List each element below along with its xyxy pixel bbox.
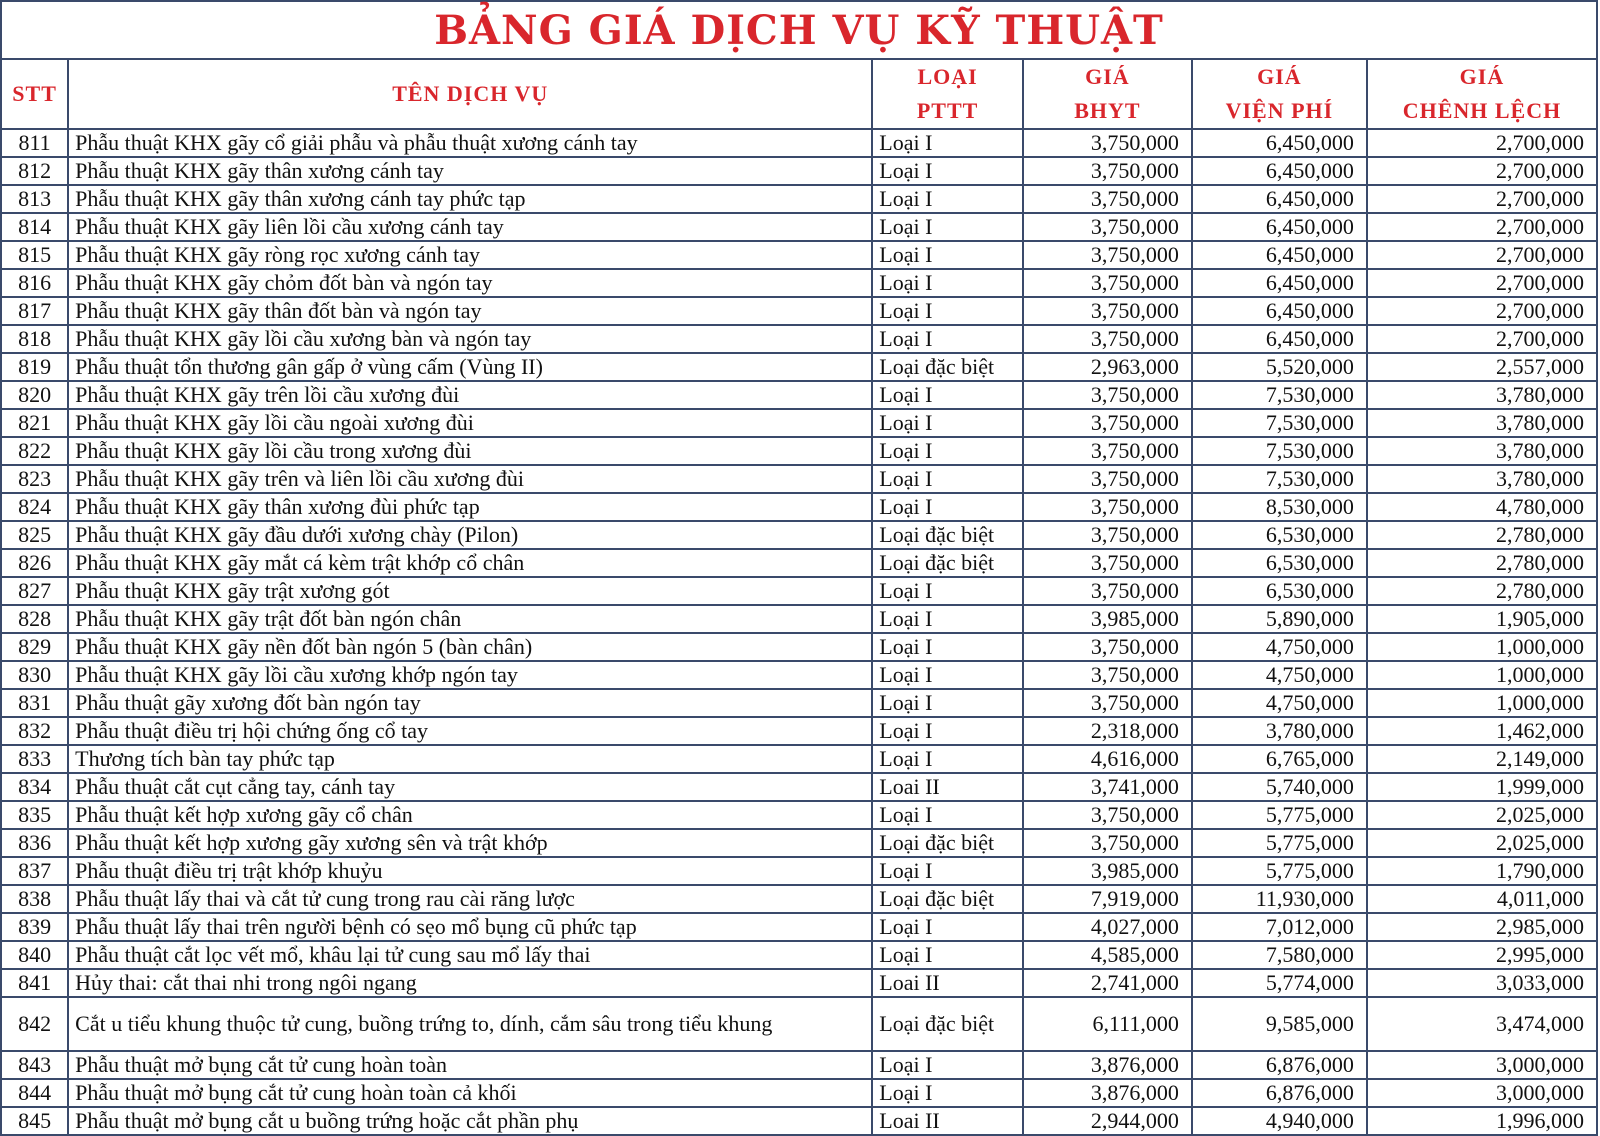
row-service-name: Phẫu thuật lấy thai trên người bệnh có sẹo mổ bụng cũ phức tạp <box>68 913 872 941</box>
row-price-vienphi: 11,930,000 <box>1192 885 1367 913</box>
row-stt: 834 <box>1 773 68 801</box>
price-table <box>0 58 1598 1136</box>
row-price-bhyt: 3,750,000 <box>1023 213 1192 241</box>
row-price-bhyt: 2,318,000 <box>1023 717 1192 745</box>
table-row <box>1 577 1597 605</box>
row-price-bhyt: 3,750,000 <box>1023 633 1192 661</box>
row-price-bhyt: 3,876,000 <box>1023 1051 1192 1079</box>
row-price-bhyt: 6,111,000 <box>1023 997 1192 1051</box>
table-row <box>1 297 1597 325</box>
row-type: Loại I <box>872 857 1023 885</box>
table-row <box>1 913 1597 941</box>
row-price-bhyt: 3,876,000 <box>1023 1079 1192 1107</box>
row-price-vienphi: 5,775,000 <box>1192 857 1367 885</box>
row-type: Loại I <box>872 689 1023 717</box>
row-service-name: Phẫu thuật KHX gãy lồi cầu xương bàn và ngón tay <box>68 325 872 353</box>
table-row <box>1 381 1597 409</box>
row-price-vienphi: 6,450,000 <box>1192 269 1367 297</box>
row-price-bhyt: 3,750,000 <box>1023 297 1192 325</box>
row-service-name: Phẫu thuật KHX gãy lồi cầu xương khớp ngón tay <box>68 661 872 689</box>
row-price-bhyt: 3,750,000 <box>1023 409 1192 437</box>
row-price-chenhlech: 2,700,000 <box>1367 297 1597 325</box>
table-row <box>1 325 1597 353</box>
table-row <box>1 633 1597 661</box>
row-type: Loại I <box>872 269 1023 297</box>
row-service-name: Phẫu thuật cắt cụt cẳng tay, cánh tay <box>68 773 872 801</box>
row-stt: 812 <box>1 157 68 185</box>
table-row <box>1 409 1597 437</box>
row-price-vienphi: 3,780,000 <box>1192 717 1367 745</box>
header-chenhlech: GIÁ CHÊNH LỆCH <box>1367 59 1597 129</box>
row-service-name: Phẫu thuật KHX gãy mắt cá kèm trật khớp cổ chân <box>68 549 872 577</box>
row-type: Loai II <box>872 1107 1023 1135</box>
row-type: Loại đặc biệt <box>872 997 1023 1051</box>
row-type: Loại I <box>872 745 1023 773</box>
row-price-chenhlech: 2,780,000 <box>1367 521 1597 549</box>
row-stt: 811 <box>1 129 68 157</box>
table-row <box>1 717 1597 745</box>
row-type: Loại I <box>872 493 1023 521</box>
row-price-vienphi: 6,450,000 <box>1192 325 1367 353</box>
row-price-bhyt: 3,750,000 <box>1023 689 1192 717</box>
row-price-vienphi: 7,012,000 <box>1192 913 1367 941</box>
row-stt: 829 <box>1 633 68 661</box>
table-row <box>1 157 1597 185</box>
row-type: Loại I <box>872 1051 1023 1079</box>
row-price-chenhlech: 2,700,000 <box>1367 241 1597 269</box>
row-type: Loại I <box>872 913 1023 941</box>
row-service-name: Phẫu thuật KHX gãy liên lồi cầu xương cánh tay <box>68 213 872 241</box>
row-price-vienphi: 8,530,000 <box>1192 493 1367 521</box>
row-stt: 845 <box>1 1107 68 1135</box>
table-row <box>1 465 1597 493</box>
row-price-vienphi: 6,450,000 <box>1192 185 1367 213</box>
row-price-chenhlech: 2,780,000 <box>1367 577 1597 605</box>
row-stt: 819 <box>1 353 68 381</box>
row-type: Loại I <box>872 213 1023 241</box>
table-row <box>1 745 1597 773</box>
row-service-name: Phẫu thuật KHX gãy thân xương đùi phức tạp <box>68 493 872 521</box>
row-price-chenhlech: 3,780,000 <box>1367 465 1597 493</box>
row-price-vienphi: 6,450,000 <box>1192 213 1367 241</box>
row-type: Loại I <box>872 661 1023 689</box>
row-price-chenhlech: 3,033,000 <box>1367 969 1597 997</box>
row-price-bhyt: 3,741,000 <box>1023 773 1192 801</box>
row-price-bhyt: 3,750,000 <box>1023 829 1192 857</box>
row-price-bhyt: 3,750,000 <box>1023 437 1192 465</box>
row-type: Loại I <box>872 717 1023 745</box>
row-price-chenhlech: 2,700,000 <box>1367 157 1597 185</box>
row-price-chenhlech: 3,000,000 <box>1367 1079 1597 1107</box>
row-price-vienphi: 5,890,000 <box>1192 605 1367 633</box>
page-title: BẢNG GIÁ DỊCH VỤ KỸ THUẬT <box>0 0 1598 58</box>
row-service-name: Phẫu thuật điều trị hội chứng ống cổ tay <box>68 717 872 745</box>
row-price-chenhlech: 3,780,000 <box>1367 381 1597 409</box>
row-price-chenhlech: 2,985,000 <box>1367 913 1597 941</box>
row-stt: 815 <box>1 241 68 269</box>
header-vienphi: GIÁ VIỆN PHÍ <box>1192 59 1367 129</box>
row-price-chenhlech: 3,780,000 <box>1367 409 1597 437</box>
row-price-chenhlech: 2,557,000 <box>1367 353 1597 381</box>
row-price-vienphi: 7,580,000 <box>1192 941 1367 969</box>
table-row <box>1 689 1597 717</box>
row-price-bhyt: 3,750,000 <box>1023 241 1192 269</box>
row-price-chenhlech: 1,996,000 <box>1367 1107 1597 1135</box>
header-name: TÊN DỊCH VỤ <box>68 59 872 129</box>
table-row <box>1 997 1597 1051</box>
row-price-chenhlech: 2,700,000 <box>1367 129 1597 157</box>
row-stt: 824 <box>1 493 68 521</box>
row-price-chenhlech: 3,000,000 <box>1367 1051 1597 1079</box>
row-price-chenhlech: 2,700,000 <box>1367 325 1597 353</box>
row-service-name: Phẫu thuật tổn thương gân gấp ở vùng cấm (Vùng II) <box>68 353 872 381</box>
row-price-chenhlech: 3,780,000 <box>1367 437 1597 465</box>
table-row <box>1 1079 1597 1107</box>
row-type: Loại I <box>872 941 1023 969</box>
row-service-name: Phẫu thuật mở bụng cắt tử cung hoàn toàn <box>68 1051 872 1079</box>
header-stt: STT <box>1 59 68 129</box>
row-price-bhyt: 3,750,000 <box>1023 381 1192 409</box>
table-row <box>1 353 1597 381</box>
row-price-chenhlech: 1,790,000 <box>1367 857 1597 885</box>
row-price-bhyt: 3,985,000 <box>1023 605 1192 633</box>
row-price-bhyt: 3,750,000 <box>1023 521 1192 549</box>
row-service-name: Phẫu thuật lấy thai và cắt tử cung trong rau cài răng lược <box>68 885 872 913</box>
row-price-bhyt: 4,616,000 <box>1023 745 1192 773</box>
table-row <box>1 941 1597 969</box>
row-stt: 820 <box>1 381 68 409</box>
row-price-bhyt: 3,985,000 <box>1023 857 1192 885</box>
row-price-bhyt: 3,750,000 <box>1023 661 1192 689</box>
row-type: Loại I <box>872 241 1023 269</box>
row-type: Loại I <box>872 801 1023 829</box>
table-row <box>1 885 1597 913</box>
row-stt: 814 <box>1 213 68 241</box>
row-price-vienphi: 6,765,000 <box>1192 745 1367 773</box>
row-stt: 839 <box>1 913 68 941</box>
row-type: Loại I <box>872 325 1023 353</box>
row-service-name: Phẫu thuật KHX gãy trật xương gót <box>68 577 872 605</box>
row-price-bhyt: 4,027,000 <box>1023 913 1192 941</box>
row-price-chenhlech: 1,462,000 <box>1367 717 1597 745</box>
table-row <box>1 437 1597 465</box>
row-stt: 825 <box>1 521 68 549</box>
table-row <box>1 185 1597 213</box>
header-row <box>1 59 1597 129</box>
row-price-chenhlech: 1,000,000 <box>1367 633 1597 661</box>
row-price-vienphi: 6,876,000 <box>1192 1051 1367 1079</box>
row-price-vienphi: 6,530,000 <box>1192 521 1367 549</box>
row-price-bhyt: 3,750,000 <box>1023 185 1192 213</box>
row-price-chenhlech: 2,700,000 <box>1367 269 1597 297</box>
row-stt: 840 <box>1 941 68 969</box>
row-price-bhyt: 4,585,000 <box>1023 941 1192 969</box>
row-service-name: Phẫu thuật KHX gãy thân xương cánh tay phức tạp <box>68 185 872 213</box>
row-service-name: Phẫu thuật mở bụng cắt tử cung hoàn toàn cả khối <box>68 1079 872 1107</box>
row-type: Loại I <box>872 1079 1023 1107</box>
row-price-vienphi: 6,450,000 <box>1192 241 1367 269</box>
row-price-bhyt: 2,963,000 <box>1023 353 1192 381</box>
row-service-name: Thương tích bàn tay phức tạp <box>68 745 872 773</box>
row-type: Loại I <box>872 129 1023 157</box>
row-price-chenhlech: 1,999,000 <box>1367 773 1597 801</box>
table-row <box>1 969 1597 997</box>
row-type: Loại I <box>872 157 1023 185</box>
row-service-name: Hủy thai: cắt thai nhi trong ngôi ngang <box>68 969 872 997</box>
header-type: LOẠI PTTT <box>872 59 1023 129</box>
row-price-vienphi: 7,530,000 <box>1192 409 1367 437</box>
row-price-bhyt: 2,741,000 <box>1023 969 1192 997</box>
row-price-bhyt: 3,750,000 <box>1023 269 1192 297</box>
row-price-chenhlech: 2,995,000 <box>1367 941 1597 969</box>
row-price-vienphi: 6,876,000 <box>1192 1079 1367 1107</box>
row-stt: 835 <box>1 801 68 829</box>
table-row <box>1 605 1597 633</box>
row-service-name: Phẫu thuật KHX gãy trật đốt bàn ngón chân <box>68 605 872 633</box>
row-service-name: Phẫu thuật KHX gãy chỏm đốt bàn và ngón tay <box>68 269 872 297</box>
row-type: Loại đặc biệt <box>872 549 1023 577</box>
row-type: Loại đặc biệt <box>872 353 1023 381</box>
row-stt: 823 <box>1 465 68 493</box>
row-price-vienphi: 7,530,000 <box>1192 381 1367 409</box>
row-price-bhyt: 3,750,000 <box>1023 157 1192 185</box>
row-type: Loại I <box>872 409 1023 437</box>
row-service-name: Phẫu thuật KHX gãy nền đốt bàn ngón 5 (bàn chân) <box>68 633 872 661</box>
row-service-name: Phẫu thuật kết hợp xương gãy cổ chân <box>68 801 872 829</box>
row-price-vienphi: 6,450,000 <box>1192 129 1367 157</box>
row-price-vienphi: 5,775,000 <box>1192 829 1367 857</box>
row-price-chenhlech: 3,474,000 <box>1367 997 1597 1051</box>
row-price-bhyt: 3,750,000 <box>1023 465 1192 493</box>
table-row <box>1 1107 1597 1135</box>
row-stt: 830 <box>1 661 68 689</box>
row-type: Loại I <box>872 437 1023 465</box>
row-service-name: Phẫu thuật KHX gãy thân đốt bàn và ngón tay <box>68 297 872 325</box>
row-stt: 844 <box>1 1079 68 1107</box>
table-row <box>1 829 1597 857</box>
row-price-chenhlech: 2,149,000 <box>1367 745 1597 773</box>
row-stt: 836 <box>1 829 68 857</box>
row-service-name: Phẫu thuật KHX gãy trên và liên lồi cầu xương đùi <box>68 465 872 493</box>
table-row <box>1 773 1597 801</box>
row-type: Loại đặc biệt <box>872 521 1023 549</box>
row-price-bhyt: 3,750,000 <box>1023 129 1192 157</box>
table-row <box>1 801 1597 829</box>
row-stt: 817 <box>1 297 68 325</box>
row-price-bhyt: 3,750,000 <box>1023 801 1192 829</box>
row-service-name: Phẫu thuật KHX gãy thân xương cánh tay <box>68 157 872 185</box>
row-price-vienphi: 4,750,000 <box>1192 633 1367 661</box>
row-stt: 826 <box>1 549 68 577</box>
row-stt: 833 <box>1 745 68 773</box>
table-row <box>1 493 1597 521</box>
row-price-vienphi: 4,750,000 <box>1192 661 1367 689</box>
row-price-vienphi: 5,774,000 <box>1192 969 1367 997</box>
row-price-vienphi: 5,740,000 <box>1192 773 1367 801</box>
row-type: Loại I <box>872 605 1023 633</box>
table-row <box>1 129 1597 157</box>
row-price-vienphi: 4,750,000 <box>1192 689 1367 717</box>
row-type: Loại I <box>872 185 1023 213</box>
row-service-name: Phẫu thuật KHX gãy lồi cầu trong xương đùi <box>68 437 872 465</box>
row-type: Loại I <box>872 381 1023 409</box>
row-service-name: Phẫu thuật điều trị trật khớp khuỷu <box>68 857 872 885</box>
row-price-vienphi: 5,775,000 <box>1192 801 1367 829</box>
row-price-chenhlech: 4,011,000 <box>1367 885 1597 913</box>
table-body <box>1 129 1597 1135</box>
row-price-vienphi: 9,585,000 <box>1192 997 1367 1051</box>
row-price-chenhlech: 4,780,000 <box>1367 493 1597 521</box>
table-row <box>1 1051 1597 1079</box>
row-stt: 818 <box>1 325 68 353</box>
row-service-name: Phẫu thuật KHX gãy đầu dưới xương chày (Pilon) <box>68 521 872 549</box>
row-stt: 838 <box>1 885 68 913</box>
row-price-vienphi: 6,530,000 <box>1192 549 1367 577</box>
row-price-vienphi: 6,530,000 <box>1192 577 1367 605</box>
table-row <box>1 549 1597 577</box>
row-type: Loai II <box>872 969 1023 997</box>
header-bhyt: GIÁ BHYT <box>1023 59 1192 129</box>
row-service-name: Phẫu thuật gãy xương đốt bàn ngón tay <box>68 689 872 717</box>
row-type: Loại I <box>872 297 1023 325</box>
row-price-bhyt: 7,919,000 <box>1023 885 1192 913</box>
table-row <box>1 857 1597 885</box>
row-stt: 828 <box>1 605 68 633</box>
row-service-name: Phẫu thuật KHX gãy cổ giải phẫu và phẫu thuật xương cánh tay <box>68 129 872 157</box>
row-service-name: Phẫu thuật kết hợp xương gãy xương sên và trật khớp <box>68 829 872 857</box>
table-row <box>1 241 1597 269</box>
row-type: Loại I <box>872 633 1023 661</box>
row-price-vienphi: 5,520,000 <box>1192 353 1367 381</box>
table-row <box>1 269 1597 297</box>
row-stt: 822 <box>1 437 68 465</box>
row-type: Loại I <box>872 465 1023 493</box>
row-service-name: Phẫu thuật KHX gãy lồi cầu ngoài xương đùi <box>68 409 872 437</box>
row-service-name: Phẫu thuật mở bụng cắt u buồng trứng hoặc cắt phần phụ <box>68 1107 872 1135</box>
row-price-chenhlech: 2,780,000 <box>1367 549 1597 577</box>
row-stt: 841 <box>1 969 68 997</box>
row-service-name: Phẫu thuật cắt lọc vết mổ, khâu lại tử cung sau mổ lấy thai <box>68 941 872 969</box>
row-service-name: Phẫu thuật KHX gãy trên lồi cầu xương đùi <box>68 381 872 409</box>
row-stt: 827 <box>1 577 68 605</box>
row-price-vienphi: 6,450,000 <box>1192 297 1367 325</box>
row-price-vienphi: 6,450,000 <box>1192 157 1367 185</box>
row-price-bhyt: 3,750,000 <box>1023 325 1192 353</box>
row-price-bhyt: 3,750,000 <box>1023 577 1192 605</box>
row-price-bhyt: 3,750,000 <box>1023 549 1192 577</box>
row-stt: 831 <box>1 689 68 717</box>
row-type: Loại đặc biệt <box>872 885 1023 913</box>
row-price-chenhlech: 1,000,000 <box>1367 661 1597 689</box>
row-price-bhyt: 3,750,000 <box>1023 493 1192 521</box>
row-price-chenhlech: 1,000,000 <box>1367 689 1597 717</box>
row-price-chenhlech: 2,700,000 <box>1367 213 1597 241</box>
row-service-name: Phẫu thuật KHX gãy ròng rọc xương cánh tay <box>68 241 872 269</box>
row-stt: 813 <box>1 185 68 213</box>
row-price-vienphi: 4,940,000 <box>1192 1107 1367 1135</box>
row-price-vienphi: 7,530,000 <box>1192 465 1367 493</box>
table-row <box>1 521 1597 549</box>
row-price-bhyt: 2,944,000 <box>1023 1107 1192 1135</box>
row-price-chenhlech: 2,025,000 <box>1367 829 1597 857</box>
row-stt: 816 <box>1 269 68 297</box>
row-stt: 842 <box>1 997 68 1051</box>
row-stt: 837 <box>1 857 68 885</box>
row-type: Loại I <box>872 577 1023 605</box>
table-row <box>1 213 1597 241</box>
row-price-chenhlech: 1,905,000 <box>1367 605 1597 633</box>
row-service-name: Cắt u tiểu khung thuộc tử cung, buồng trứng to, dính, cắm sâu trong tiểu khung <box>68 997 872 1051</box>
row-stt: 843 <box>1 1051 68 1079</box>
row-price-chenhlech: 2,700,000 <box>1367 185 1597 213</box>
row-price-chenhlech: 2,025,000 <box>1367 801 1597 829</box>
row-stt: 832 <box>1 717 68 745</box>
row-type: Loai II <box>872 773 1023 801</box>
table-row <box>1 661 1597 689</box>
row-type: Loại đặc biệt <box>872 829 1023 857</box>
row-price-vienphi: 7,530,000 <box>1192 437 1367 465</box>
row-stt: 821 <box>1 409 68 437</box>
